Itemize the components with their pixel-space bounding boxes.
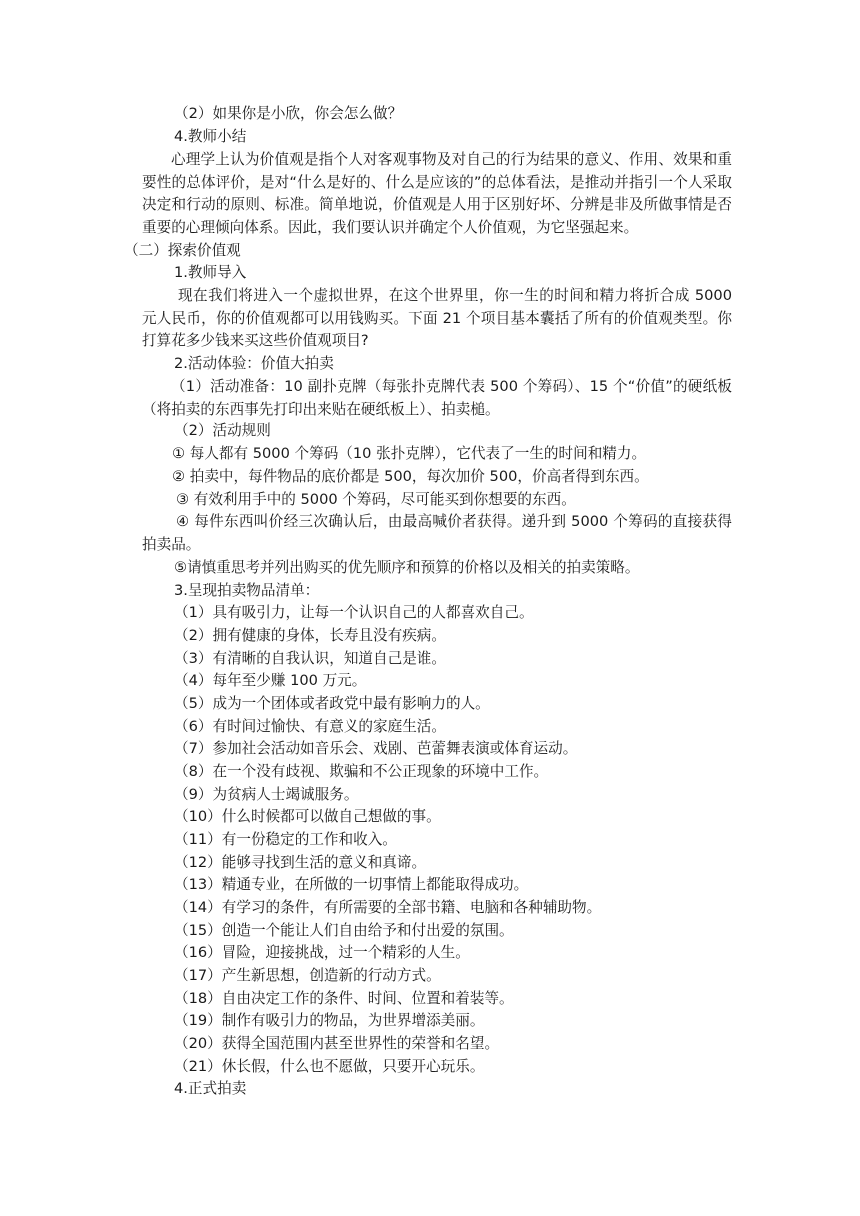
rule-4: ④ 每件东西叫价经三次确认后，由最高喊价者获得。递升到 5000 个筹码的直接获得拍卖品。 <box>142 513 732 553</box>
list-item: （2）拥有健康的身体，长寿且没有疾病。 <box>174 627 446 644</box>
list-item: （15）创造一个能让人们自由给予和付出爱的氛围。 <box>174 922 514 939</box>
list-item: （9）为贫病人士竭诚服务。 <box>174 786 359 803</box>
rule-1: ① 每人都有 5000 个筹码（10 张扑克牌），它代表了一生的时间和精力。 <box>172 445 647 462</box>
rule-5: ⑤请慎重思考并列出购买的优先顺序和预算的价格以及相关的拍卖策略。 <box>174 559 640 576</box>
list-item: （4）每年至少赚 100 万元。 <box>174 672 367 689</box>
summary-paragraph: 心理学上认为价值观是指个人对客观事物及对自己的行为结果的意义、作用、效果和重要性的总体评价，是对“什么是好的、什么是应该的”的总体看法，是推动并指引一个人采取决定和行动的原则、标准。简单地说，价值观是人用于区别好坏、分辨是非及所做事情是否重要的心理倾向体系。因此，我们要认识并确定个人价值观，为它坚强起来。 <box>142 151 732 236</box>
rule-2: ② 拍卖中，每件物品的底价都是 500，每次加价 500，价高者得到东西。 <box>172 468 649 485</box>
list-item: （7）参加社会活动如音乐会、戏剧、芭蕾舞表演或体育运动。 <box>174 740 578 757</box>
teacher-intro-heading: 1.教师导入 <box>174 264 247 281</box>
list-item: （3）有清晰的自我认识，知道自己是谁。 <box>174 650 446 667</box>
list-item: （6）有时间过愉快、有意义的家庭生活。 <box>174 718 446 735</box>
list-item: （10）什么时候都可以做自己想做的事。 <box>174 808 441 825</box>
activity-heading: 2.活动体验：价值大拍卖 <box>174 355 334 372</box>
list-item: （17）产生新思想，创造新的行动方式。 <box>174 967 441 984</box>
teacher-summary-heading: 4.教师小结 <box>174 128 247 145</box>
list-item: （19）制作有吸引力的物品，为世界增添美丽。 <box>174 1012 485 1029</box>
list-item: （8）在一个没有歧视、欺骗和不公正现象的环境中工作。 <box>174 763 549 780</box>
list-item: （13）精通专业，在所做的一切事情上都能取得成功。 <box>174 876 529 893</box>
preparation-paragraph: （1）活动准备：10 副扑克牌（每张扑克牌代表 500 个筹码）、15 个“价值”的硬纸板（将拍卖的东西事先打印出来贴在硬纸板上）、拍卖槌。 <box>142 378 732 418</box>
auction-heading: 4.正式拍卖 <box>174 1080 247 1097</box>
list-item: （20）获得全国范围内甚至世界性的荣誉和名望。 <box>174 1035 500 1052</box>
intro-paragraph: 现在我们将进入一个虚拟世界，在这个世界里，你一生的时间和精力将折合成 5000 元人民币，你的价值观都可以用钱购买。下面 21 个项目基本囊括了所有的价值观类型。你打算花多少钱来买这些价值观项目? <box>142 287 732 349</box>
list-item: （21）休长假，什么也不愿做，只要开心玩乐。 <box>174 1058 485 1075</box>
list-item: （16）冒险，迎接挑战，过一个精彩的人生。 <box>174 944 470 961</box>
list-item: （1）具有吸引力，让每一个认识自己的人都喜欢自己。 <box>174 604 534 621</box>
question-2: （2）如果你是小欣，你会怎么做？ <box>174 105 403 122</box>
list-item: （18）自由决定工作的条件、时间、位置和着装等。 <box>174 990 514 1007</box>
list-heading: 3.呈现拍卖物品清单： <box>174 582 320 599</box>
list-item: （5）成为一个团体或者政党中最有影响力的人。 <box>174 695 490 712</box>
list-item: （12）能够寻找到生活的意义和真谛。 <box>174 854 427 871</box>
list-item: （11）有一份稳定的工作和收入。 <box>174 831 397 848</box>
rules-heading: （2）活动规则 <box>174 422 271 439</box>
list-item: （14）有学习的条件，有所需要的全部书籍、电脑和各种辅助物。 <box>174 899 602 916</box>
rule-3: ③ 有效利用手中的 5000 个筹码，尽可能买到你想要的东西。 <box>176 491 576 508</box>
section-2-heading: （二）探索价值观 <box>124 242 241 259</box>
